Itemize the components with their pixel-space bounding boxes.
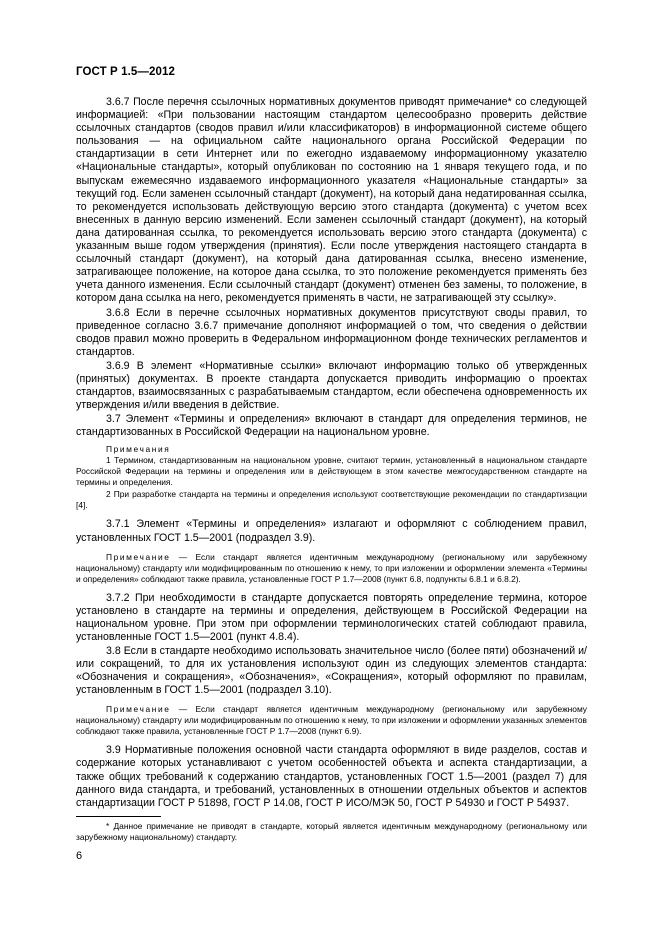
paragraph-3-7: 3.7 Элемент «Термины и определения» включают в стандарт для определения терминов, не стандартизованных в Российской Федерации на национальном уровне. [76,413,587,439]
footnote-divider [76,816,161,817]
paragraph-3-8: 3.8 Если в стандарте необходимо использовать значительное число (более пяти) обозначений и/или сокращений, то для их установления используют один из следующих элементов стандарта: «Обозначения и сокращения», «Обозначения», «Сокращения», который оформляют по правилам, установленным в ГОСТ 1.5—2001 (подраздел 3.10). [76,645,587,697]
document-header: ГОСТ Р 1.5—2012 [76,66,175,78]
paragraph-3-7-2: 3.7.2 При необходимости в стандарте допускается повторять определение термина, которое установлено в стандарте на термины и определения, действующем в Российской Федерации на национальном уровне. При этом при оформлении терминологических статей соблюдают правила, установленные ГОСТ 1.5—2001 (пункт 4.8.4). [76,591,587,643]
note-label: Примечание [106,551,171,562]
note-1: 1 Термином, стандартизованным на национальном уровне, считают термин, установленный в национальном стандарте Российской Федерации на термины и определения или в действующем в этом качестве межгосударственном стандарте на термины и определения. [76,455,587,488]
footnote: * Данное примечание не приводят в стандарте, который является идентичным международному (региональному или зарубежному национальному) стандарту. [76,820,587,842]
note-text: — Если стандарт является идентичным международному (региональному или зарубежному национальному) стандарту или модифицированным по отношению к нему, то при изложении и оформлении указанных элементов соблюдают также правила, установленные ГОСТ Р 1.7—2008 (пункт 6.9). [76,704,587,737]
paragraph-3-6-7: 3.6.7 После перечня ссылочных нормативных документов приводят примечание* со следующей информацией: «При пользовании настоящим стандартом целесообразно проверить действие ссылочных стандартов (сводов правил и/или классификаторов) в информационной системе общего пользования — на официальном сайте национального органа Российской Федерации по стандартизации в сети Интернет или по ежегодно издаваемому информационному указателю «Национальные стандарты», который опубликован по состоянию на 1 января текущего года, и по выпускам ежемесячно издаваемого информационного указателя «Национальные стандарты» за текущий год. Если заменен ссылочный стандарт (документ), на который дана недатированная ссылка, то рекомендуется использовать действующую версию этого стандарта (документа) с учетом всех внесенных в данную версию изменений. Если заменен ссылочный стандарт (документ), на который дана датированная ссылка, то рекомендуется использовать версию этого стандарта (документа) с указанным выше годом утверждения (принятия). Если после утверждения настоящего стандарта в ссылочный стандарт (документ), на который дана датированная ссылка, внесено изменение, затрагивающее положение, на которое дана ссылка, то это положение рекомендуется применять без учета данного изменения. Если ссылочный стандарт (документ) отменен без замены, то положение, в котором дана ссылка на него, рекомендуется применять в части, не затрагивающей эту ссылку». [76,96,587,305]
paragraph-3-7-1: 3.7.1 Элемент «Термины и определения» излагают и оформляют с соблюдением правил, установленных ГОСТ 1.5—2001 (подраздел 3.9). [76,518,587,544]
paragraph-3-9: 3.9 Нормативные положения основной части стандарта оформляют в виде разделов, состав и содержание которых устанавливают с учетом особенностей объекта и аспекта стандартизации, а также общих требований к содержанию стандартов, установленных ГОСТ 1.5—2001 (раздел 7) для данного вида стандарта, и требований, установленных в отношении отдельных объектов и аспектов стандартизации ГОСТ Р 51898, ГОСТ Р 14.08, ГОСТ Р ИСО/МЭК 50, ГОСТ Р 54930 и ГОСТ Р 54937. [76,744,587,809]
note-3-7-1 [76,552,587,585]
note-2: 2 При разработке стандарта на термины и определения используют соответствующие рекомендации по стандартизации [4]. [76,489,587,511]
document-body [76,96,587,843]
note-label: Примечание [106,704,171,715]
page-number: 6 [76,850,83,862]
paragraph-3-6-9: 3.6.9 В элемент «Нормативные ссылки» включают информацию только об утвержденных (принятых) документах. В проекте стандарта допускается приводить информацию о проектах стандартов, взаимосвязанных с разрабатываемым стандартом, если обеспечена одновременность их утверждения и/или введения в действие. [76,359,587,412]
note-3-8 [76,704,587,737]
paragraph-3-6-8: 3.6.8 Если в перечне ссылочных нормативных документов присутствуют своды правил, то приведенное согласно 3.6.7 примечание дополняют информацией о том, что сведения о действии сводов правил можно проверить в Федеральном информационном фонде технических регламентов и стандартов. [76,306,587,358]
notes-label: Примечания [106,444,171,455]
note-text: — Если стандарт является идентичным международному (региональному или зарубежному национальному) стандарту или модифицированным по отношению к нему, то при изложении и оформлении элемента «Термины и определения» соблюдают также правила, установленные ГОСТ Р 1.7—2008 (пункт 6.8, подпункты 6.8.1 и 6.8.2). [76,551,587,584]
